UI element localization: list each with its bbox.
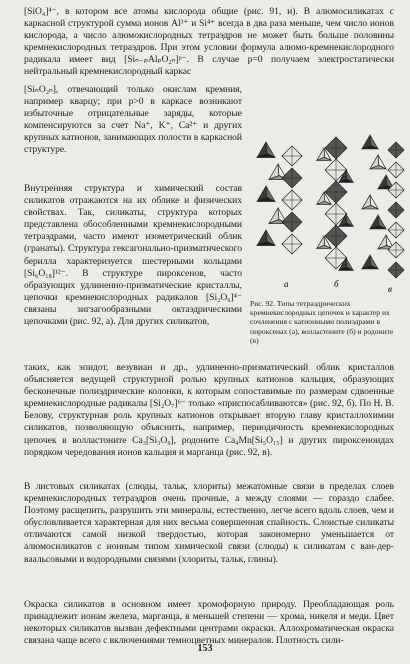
- paragraph-framework-charge: [SiₙO₂ₙ], отвечающий только окислам кремния, например кварцу; при p>0 в каркасе возникают избыточные отрицательные заряды, которые компенсируются за счет Na⁺, K⁺, Ca²⁺ и других крупных катионов, занимающих полости в каркасной структуре.: [24, 84, 242, 156]
- figure-tetrahedral-chains: [248, 132, 408, 294]
- panel-label-b: б: [334, 279, 339, 289]
- figure-caption: Рис. 92. Типы тетраэдрических кремнекислородных цепочек и характер их сочленения с катионными полиэдрами в пироксенах (а), волластоните (б) и родоните (в): [250, 299, 394, 345]
- paragraph-framework-silicates: [SiO₄]⁴⁻, в котором все атомы кислорода общие (рис. 91, и). В алюмосиликатах с каркасной структурой сумма ионов Al³⁺ и Si⁴⁺ всегда в два раза меньше, чем число ионов кислорода, а число алюмокислородных тетраэдров не может быть больше половины кремнекислородных тетраэдров. При этом условии формула алюмо-кремнекислородного радикала имеет вид [Siₙ₋ₚAlₚO₂ₙ]ᵖ⁻. В случае p=0 получаем электростатически нейтральный кремнекислородный каркас: [24, 6, 394, 78]
- paragraph-large-cations: таких, как эпидот, везувиан и др., удлиненно-призматический облик кристаллов объясняется ведущей структурной ролью крупных катионов кальция, образующих бесконечные полиэдрические колонки, к которым сопоставимые по размерам сдвоенные кремнекислородные радикалы [Si₂O₇]⁶⁻ только «приспосабливаются» (рис. 92, б). По Н. В. Белову, структурная роль крупных катионов открывает вторую главу кристаллохимии силикатов, позволяющую объяснить, например, периодичность кремнекислородных цепочек в волластоните Ca₃[Si₃O₉], родоните Ca₄Mn[Si₅O₁₅] и других пироксеноидах порядком чередования ионов кальция и марганца (рис. 92, в).: [24, 362, 394, 458]
- panel-label-a: а: [284, 279, 289, 289]
- paragraph-internal-structure: Внутренняя структура и химический состав силикатов отражаются на их облике и физических свойствах. Так, силикаты, структура которых представлена обособленными кремнекислородными тетраэдрами, часто имеют изометрический облик (гранаты). Структура гексагонально-призматического берилла характеризуется шестерными кольцами [Si₆O₁₈]¹²⁻. В структуре пироксенов, часто образующих удлиненно-призматические кристаллы, цепочки кремнекислородных радикалов [Si₂O₆]⁴⁻ связаны зигзагообразными октаэдрическими цепочками (рис. 92, а). Для других силикатов,: [24, 183, 242, 328]
- chain-drawing-wollastonite: [317, 137, 353, 270]
- page-number: 153: [197, 643, 213, 654]
- paragraph-layer-silicates: В листовых силикатах (слюды, тальк, хлориты) межатомные связи в пределах слоев кремнекислородных тетраэдров очень прочные, а между слоями — гораздо слабее. Поэтому расщепить, разрушить эти минералы, естественно, легче всего вдоль слоев, чем и обусловливается характерная для них весьма совершенная спайность. Слоистые силикаты отличаются самой низкой твердостью, которая закономерно уменьшается от алюмосиликатов с ионным типом химической связи (слюды) к силикатам с ван-дер-ваальсовыми и водородными связями (хлориты, тальк, глины).: [24, 481, 394, 565]
- chain-drawing-pyroxene: [257, 142, 302, 254]
- paragraph-color: Окраска силикатов в основном имеет хромофорную природу. Преобладающая роль принадлежит ионам железа, марганца, в меньшей степени — хрома, никеля и меди. Цвет некоторых силикатов вызван дефектными центрами окраски. Аллохроматическая окраска связана чаще всего с включениями темноцветных минералов. Плотность сили-: [24, 599, 394, 647]
- chain-drawing-rhodonite: [362, 135, 404, 278]
- panel-label-c: в: [388, 284, 392, 294]
- figure-drawing: [248, 132, 408, 294]
